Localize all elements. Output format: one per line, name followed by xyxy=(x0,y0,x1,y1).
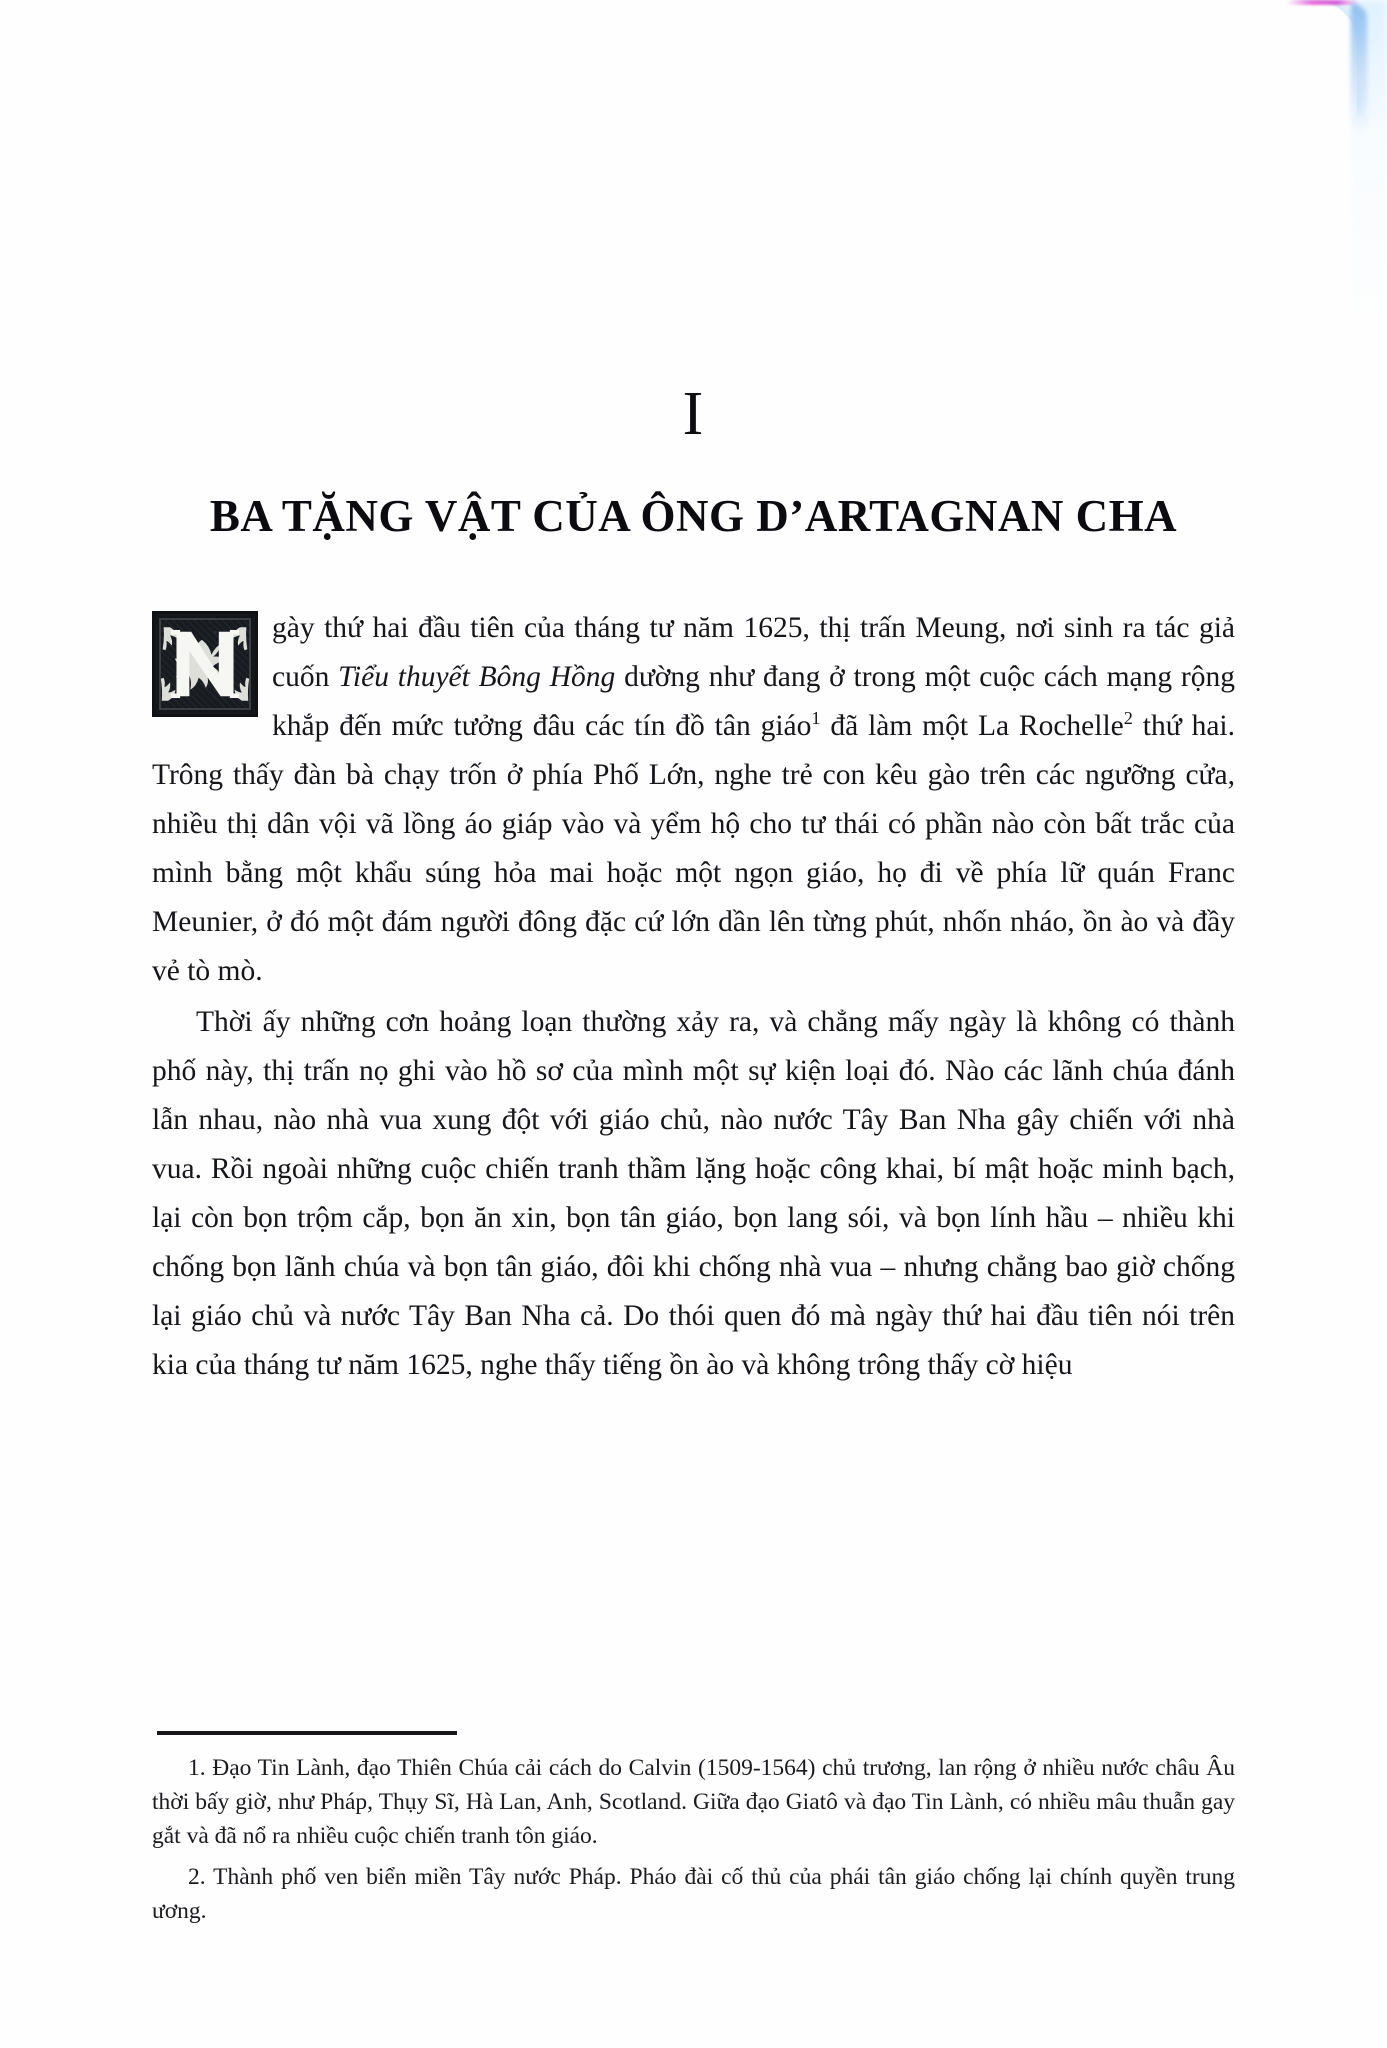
ornamental-initial-n-icon xyxy=(152,611,258,717)
book-title-italic: Tiểu thuyết Bông Hồng xyxy=(338,660,616,693)
chapter-title: BA TẶNG VẬT CỦA ÔNG D’ARTAGNAN CHA xyxy=(209,491,1178,541)
scan-edge-corner xyxy=(1287,2,1357,122)
footnote-1: 1. Đạo Tin Lành, đạo Thiên Chúa cải cách do Calvin (1509-1564) chủ trương, lan rộng ở nhiều nước châu Âu thời bấy giờ, như Pháp, Thụy Sĩ, Hà Lan, Anh, Scotland. Giữa đạo Giatô và đạo Tin Lành, có nhiều mâu thuẫn gay gắt và đã nổ ra nhiều cuộc chiến tranh tôn giáo. xyxy=(152,1755,1235,1849)
paragraph-first-mid2: đã làm một La Rochelle xyxy=(820,709,1124,742)
body-text xyxy=(152,604,1235,1390)
paragraph-first-mid: dường như đang ở trong một cuộc cách mạng rộng khắp đến mức tưởng đâu các tín đồ tân giáo xyxy=(272,660,1235,742)
footnote-2: 2. Thành phố ven biển miền Tây nước Pháp. Pháo đài cố thủ của phái tân giáo chống lại chính quyền trung ương. xyxy=(152,1864,1235,1924)
footnote-marker-1[interactable]: 1 xyxy=(811,707,821,728)
paragraph-first xyxy=(152,604,1235,996)
footnote-separator-rule xyxy=(157,1731,457,1735)
chapter-number: I xyxy=(682,380,705,448)
footnote-marker-2[interactable]: 2 xyxy=(1123,707,1133,728)
footnote-area xyxy=(152,1731,1235,1928)
scan-edge-magenta-streak xyxy=(1287,0,1359,5)
paragraph-second: Thời ấy những cơn hoảng loạn thường xảy ra, và chẳng mấy ngày là không có thành phố này, thị trấn nọ ghi vào hồ sơ của mình một sự kiện loại đó. Nào các lãnh chúa đánh lẫn nhau, nào nhà vua xung đột với giáo chủ, nào nước Tây Ban Nha gây chiến với nhà vua. Rồi ngoài những cuộc chiến tranh thầm lặng hoặc công khai, bí mật hoặc minh bạch, lại còn bọn trộm cắp, bọn ăn xin, bọn tân giáo, bọn lang sói, và bọn lính hầu – nhiều khi chống bọn lãnh chúa và bọn tân giáo, đôi khi chống nhà vua – nhưng chẳng bao giờ chống lại giáo chủ và nước Tây Ban Nha cả. Do thói quen đó mà ngày thứ hai đầu tiên nói trên kia của tháng tư năm 1625, nghe thấy tiếng ồn ào và không trông thấy cờ hiệu xyxy=(152,1005,1235,1381)
paragraph-first-lead: gày thứ hai đầu tiên của tháng tư năm 1625, thị trấn Meung, nơi sinh ra tác giả cuốn xyxy=(272,611,1235,693)
page-content xyxy=(152,0,1235,2048)
paragraph-first-end: thứ hai. Trông thấy đàn bà chạy trốn ở phía Phố Lớn, nghe trẻ con kêu gào trên các ngưỡng cửa, nhiều thị dân vội vã lồng áo giáp vào và yểm hộ cho tư thái có phần nào còn bất trắc của mình bằng một khẩu súng hỏa mai hoặc một ngọn giáo, họ đi về phía lữ quán Franc Meunier, ở đó một đám người đông đặc cứ lớn dần lên từng phút, nhốn nháo, ồn ào và đầy vẻ tò mò. xyxy=(152,709,1235,987)
scan-edge-blue-streak xyxy=(1351,4,1367,134)
